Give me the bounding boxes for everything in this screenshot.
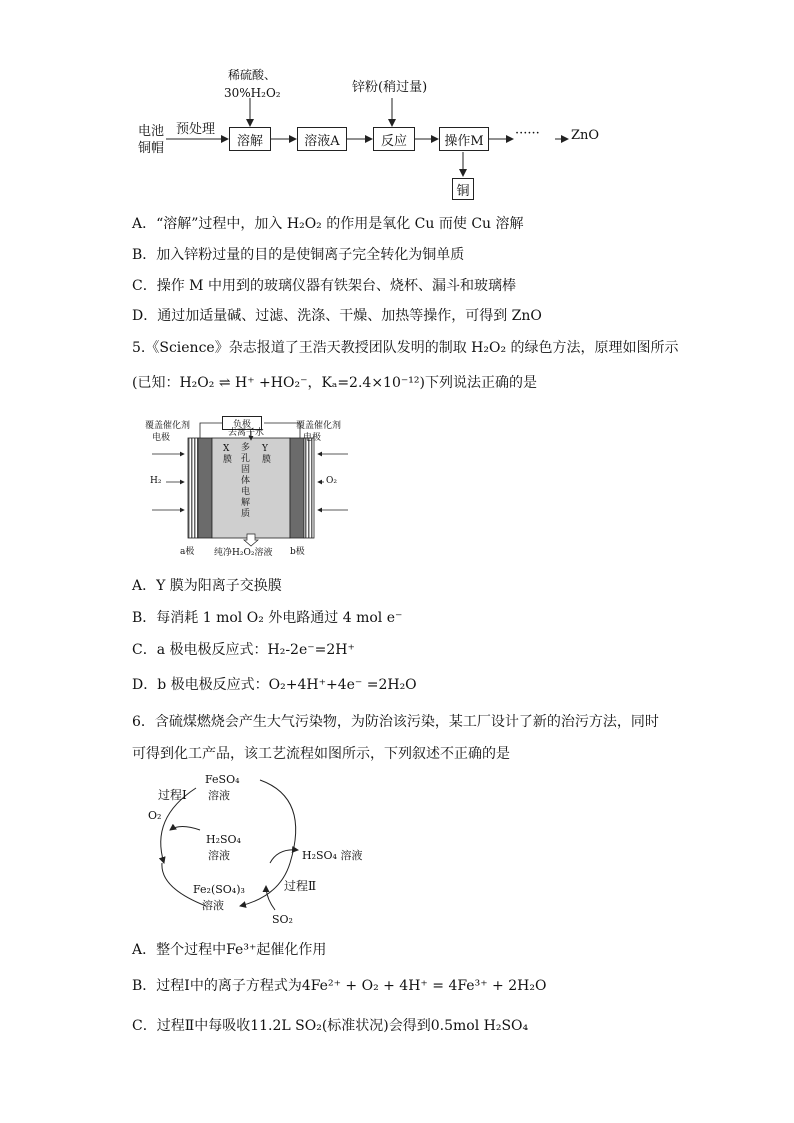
a-pole-label: a极 [180, 547, 195, 557]
zno-label: ZnO [571, 128, 600, 143]
q5-option-b: B．每消耗 1 mol O₂ 外电路通过 4 mol e⁻ [132, 610, 403, 626]
h2so4-in-solution-label: 溶液 [208, 849, 230, 862]
q4-option-b: B．加入锌粉过量的目的是使铜离子完全转化为铜单质 [132, 247, 465, 263]
q6-option-a: A．整个过程中Fe³⁺起催化作用 [132, 942, 327, 958]
reagent-label-2: 30%H₂O₂ [224, 86, 281, 100]
q5-stem: 5.《Science》杂志报道了王浩天教授团队发明的制取 H₂O₂ 的绿色方法，原理如图所示 [132, 340, 679, 356]
pretreat-label: 预处理 [176, 122, 216, 137]
q6-stem-1: 6．含硫煤燃烧会产生大气污染物，为防治该污染，某工厂设计了新的治污方法，同时 [132, 714, 659, 730]
electrolyte-label: 多孔固体电解质 [241, 443, 251, 519]
source-label-1: 电池 [138, 124, 165, 139]
h2so4-out-label: H₂SO₄ 溶液 [302, 849, 363, 862]
product-label: 纯净H₂O₂溶液 [214, 548, 273, 558]
box-dissolve: 溶解 [229, 127, 271, 151]
y-membrane-label: Y膜 [262, 444, 272, 465]
feso4-solution-label: 溶液 [208, 789, 230, 802]
q5-option-d: D．b 极电极反应式：O₂+4H⁺+4e⁻ =2H₂O [132, 677, 417, 693]
x-membrane-label: X膜 [223, 444, 233, 465]
deionized-water-label: 去离子水 [228, 428, 265, 438]
h2-label: H₂ [150, 476, 162, 486]
right-electrode-label-1: 覆盖催化剂 [296, 421, 342, 431]
box-copper: 铜 [452, 178, 474, 200]
q5-option-a: A．Y 膜为阳离子交换膜 [132, 578, 282, 594]
q4-option-a: A．“溶解”过程中，加入 H₂O₂ 的作用是氧化 Cu 而使 Cu 溶解 [132, 216, 524, 232]
zinc-label: 锌粉(稍过量) [352, 80, 428, 95]
feso4-label: FeSO₄ [205, 773, 240, 786]
fe2so43-solution-label: 溶液 [202, 899, 224, 912]
q6-stem-2: 可得到化工产品，该工艺流程如图所示，下列叙述不正确的是 [132, 746, 510, 762]
q5-option-c: C．a 极电极反应式：H₂-2e⁻=2H⁺ [132, 642, 355, 658]
source-label-2: 铜帽 [138, 141, 165, 156]
box-solution-a: 溶液A [297, 127, 347, 151]
reagent-label: 稀硫酸、 [228, 68, 277, 82]
box-reaction: 反应 [373, 127, 415, 151]
q6-option-c: C．过程Ⅱ中每吸收11.2L SO₂(标准状况)会得到0.5mol H₂SO₄ [132, 1018, 529, 1034]
h2so4-in-label: H₂SO₄ [206, 833, 241, 846]
left-electrode-label-1: 覆盖催化剂 [145, 421, 191, 431]
negative-electrode: 负极 [222, 416, 262, 430]
ellipsis: ······ [515, 126, 540, 141]
q6-option-b: B．过程Ⅰ中的离子方程式为4Fe²⁺ + O₂ + 4H⁺ = 4Fe³⁺ + 2H₂O [132, 978, 547, 994]
right-electrode-label-2: 电极 [303, 433, 322, 443]
q4-option-c: C．操作 M 中用到的玻璃仪器有铁架台、烧杯、漏斗和玻璃棒 [132, 278, 516, 294]
process-1-label: 过程Ⅰ [158, 788, 187, 802]
q4-option-d: D．通过加适量碱、过滤、洗涤、干燥、加热等操作，可得到 ZnO [132, 308, 542, 324]
q5-given: (已知：H₂O₂ ⇌ H⁺ +HO₂⁻，Kₐ=2.4×10⁻¹²)下列说法正确的是 [132, 375, 537, 391]
left-electrode-label-2: 电极 [152, 433, 171, 443]
box-operation-m: 操作M [439, 127, 489, 151]
o2-label: O₂ [148, 809, 162, 822]
so2-label: SO₂ [272, 913, 293, 926]
b-pole-label: b极 [290, 547, 305, 557]
fe2so43-label: Fe₂(SO₄)₃ [193, 883, 245, 896]
o2-label: O₂ [326, 476, 337, 486]
process-2-label: 过程Ⅱ [284, 879, 317, 893]
